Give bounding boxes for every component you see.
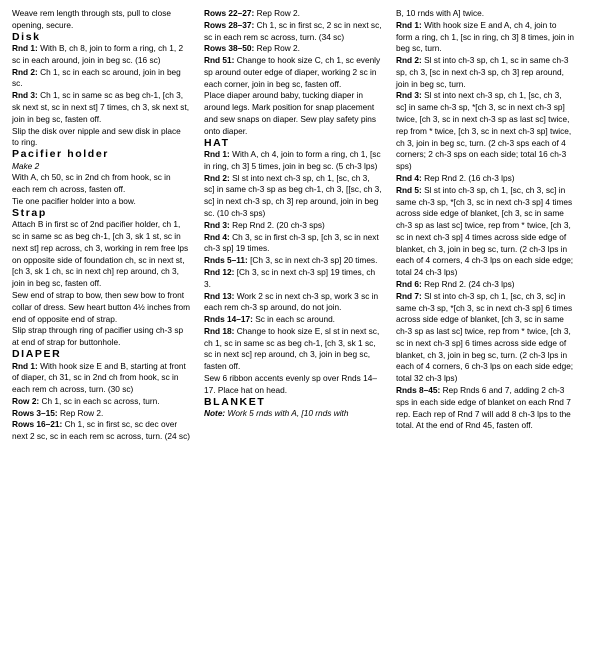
paragraph: Rnd 3: Ch 1, sc in same sc as beg ch-1, [ch 3, sk next st, sc in next st] 7 times, ch 3, sk next st, join in beg sc, fasten off. bbox=[12, 90, 190, 124]
paragraph: Rnd 2: Ch 1, sc in each sc around, join in beg sc. bbox=[12, 66, 181, 89]
paragraph: Rnd 3: Rep Rnd 2. (20 ch-3 sps) bbox=[204, 219, 325, 230]
paragraph: Tie one pacifier holder into a bow. bbox=[12, 196, 136, 207]
paragraph: Row 2: Ch 1, sc in each sc across, turn. bbox=[12, 395, 160, 406]
paragraph-final: Rnds 8–45: Rep Rnds 6 and 7, adding 2 ch-3 sps in each side edge of blanket on each Rnd 7 rep. Each rep of Rnd 7 will add 8 ch-3 lps to the total. At the end of Rnd 45, fasten off. bbox=[396, 385, 571, 431]
paragraph: Rnd 18: Change to hook size E, sl st in next sc, ch 1, sc in same sc as beg ch-1, [ch 3, sk 1 sc, sc in next sc] rep around, ch 3, join in beg sc, fasten off. bbox=[204, 325, 380, 372]
paragraph: Rnd 1: With B, ch 8, join to form a ring, ch 1, 2 sc in each around, join in beg sc. (16 sc) bbox=[12, 43, 184, 65]
section-heading-diaper: DIAPER bbox=[12, 347, 62, 360]
paragraph: Slip the disk over nipple and sew disk in place to ring. bbox=[12, 125, 181, 148]
paragraph: Rnd 4: Rep Rnd 2. (16 ch-3 lps) bbox=[396, 172, 515, 183]
paragraph: With A, ch 50, sc in 2nd ch from hook, sc in each rem ch across, fasten off. bbox=[12, 172, 171, 195]
section-heading-pacifier-holder: Pacifier holder bbox=[12, 148, 109, 161]
paragraph: Rnd 5: Sl st into ch-3 sp, ch 1, [sc, ch 3, sc] in same ch-3 sp, *[ch 3, sc in next ch-3 sp] 4 times across side edge of blanket, [ch 3, sc in same ch-3 sp as last sc] twice, rep from * twice, [ch 3, sc in next ch-3 sp] 4 times across side edge of blanket, ch 3, join in beg sc, turn. (2 ch-3 lps in each of 4 corners, 4 ch-3 lps on each side edge; total 24 ch-3 lps) bbox=[396, 184, 574, 278]
paragraph: Rnds 14–17: Sc in each sc around. bbox=[204, 314, 335, 325]
paragraph: Rows 3–15: Rep Row 2. bbox=[12, 407, 104, 418]
paragraph: B, 10 rnds with A] twice. bbox=[396, 8, 485, 18]
paragraph: Rnd 7: Sl st into ch-3 sp, ch 1, [sc, ch 3, sc] in same ch-3 sp, *[ch 3, sc in next ch-3 sp] 6 times across side edge of blanket, [ch 3, sc in same ch-3 sp as last sc] twice, rep from * twice, [ch 3, sc in next ch-3 sp] 6 times across side edge of blanket, ch 3, join in beg sc, turn. (2 ch-3 lps in each of 4 corners, 6 ch-3 lps on each side edge; total 32 ch-3 lps) bbox=[396, 290, 574, 384]
paragraph: Rnd 2: Sl st into next ch-3 sp, ch 1, [sc, ch 3, sc] in same ch-3 sp as beg ch-1, ch 3, [[sc, ch 3, sc] in next ch-3 sp, ch 3] rep around, join in beg sc. (10 ch-3 sps) bbox=[204, 172, 382, 219]
paragraph: Rnd 13: Work 2 sc in next ch-3 sp, work 3 sc in each rem ch-3 sp around, do not join. bbox=[204, 290, 379, 313]
text-column-1 bbox=[12, 8, 190, 642]
paragraph: Rnd 4: Ch 3, sc in first ch-3 sp, [ch 3, sc in next ch-3 sp] 19 times. bbox=[204, 231, 379, 254]
paragraph: Rnd 6: Rep Rnd 2. (24 ch-3 lps) bbox=[396, 278, 515, 289]
paragraph-note: Note: Work 5 rnds with A, [10 rnds with bbox=[204, 408, 349, 419]
paragraph: Rnds 5–11: [Ch 3, sc in next ch-3 sp] 20 times. bbox=[204, 255, 378, 266]
paragraph: Place diaper around baby, tucking diaper in around legs. Mark position for snap placement and sew snaps on diaper. Sew play safety pins onto diaper. bbox=[204, 90, 377, 136]
paragraph: Rnd 51: Change to hook size C, ch 1, sc evenly sp around outer edge of diaper, working 2 sc in each corner, join in beg sc, fasten off. bbox=[204, 55, 381, 89]
paragraph: Slip strap through ring of pacifier using ch-3 sp at end of strap for buttonhole. bbox=[12, 325, 184, 348]
section-heading-hat: HAT bbox=[204, 136, 230, 149]
paragraph: Rows 16–21: Ch 1, sc in first sc, sc dec over next 2 sc, sc in each rem sc across, turn. (24 sc) bbox=[12, 419, 190, 442]
paragraph: Rows 22–27: Rep Row 2. bbox=[204, 8, 300, 18]
paragraph: Sew 6 ribbon accents evenly sp over Rnds 14–17. Place hat on head. bbox=[204, 372, 377, 395]
paragraph: Rnd 3: Sl st into next ch-3 sp, ch 1, [sc, ch 3, sc] in same ch-3 sp, *[ch 3, sc in next ch-3 sp] twice, [ch 3, sc in next ch-3 sp as last sc] twice, rep from * twice, [ch 3, sc in next ch-3 sp] twice, ch 3, join in beg sc, turn. (2 ch-3 sps each of 4 corners; 2 ch-3 sps on each side; total 16 ch-3 sps) bbox=[396, 90, 572, 172]
paragraph: Weave rem length through sts, pull to close opening, secure. bbox=[12, 8, 171, 30]
paragraph: Rnd 1: With hook size E and A, ch 4, join to form a ring, ch 1, [sc in ring, ch 3] 8 times, join in beg sc, turn. bbox=[396, 19, 574, 54]
text-column-3 bbox=[396, 8, 574, 642]
text-column-2 bbox=[204, 8, 382, 642]
section-heading-disk: Disk bbox=[12, 30, 41, 43]
section-heading-strap: Strap bbox=[12, 206, 47, 219]
paragraph: Rnd 1: With A, ch 4, join to form a ring, ch 1, [sc in ring, ch 3] 5 times, join in beg sc. (5 ch-3 lps) bbox=[204, 149, 381, 171]
paragraph: Sew end of strap to bow, then sew bow to front collar of dress. Sew heart button 4½ inches from end of opposite end of strap. bbox=[12, 290, 191, 324]
paragraph: Rows 38–50: Rep Row 2. bbox=[204, 43, 300, 54]
column-container bbox=[12, 8, 590, 642]
section-heading-blanket: BLANKET bbox=[204, 395, 266, 408]
paragraph: Rows 28–37: Ch 1, sc in first sc, 2 sc in next sc, sc in each rem sc across, turn. (34 sc) bbox=[204, 19, 382, 42]
paragraph: Rnd 1: With hook size E and B, starting at front of diaper, ch 31, sc in 2nd ch from hook, sc in each rem ch across, turn. (30 sc) bbox=[12, 360, 186, 395]
paragraph: Rnd 2: Sl st into ch-3 sp, ch 1, sc in same ch-3 sp, ch 3, [sc in next ch-3 sp, ch 3] rep around, join in beg sc, turn. bbox=[396, 55, 569, 89]
paragraph-make-count: Make 2 bbox=[12, 160, 40, 171]
paragraph: Rnd 12: [Ch 3, sc in next ch-3 sp] 19 times, ch 3. bbox=[204, 266, 376, 289]
paragraph: Attach B in first sc of 2nd pacifier holder, ch 1, sc in same sc as beg ch-1, [ch 3, sk 1 st, sc in next st] rep across, ch 3, working in rem free lps on opposite side of foundation ch, sc in next st, [ch 3, sk 1 ch, sc in next ch] rep around, ch 3, join in beg sc, fasten off. bbox=[12, 219, 189, 289]
